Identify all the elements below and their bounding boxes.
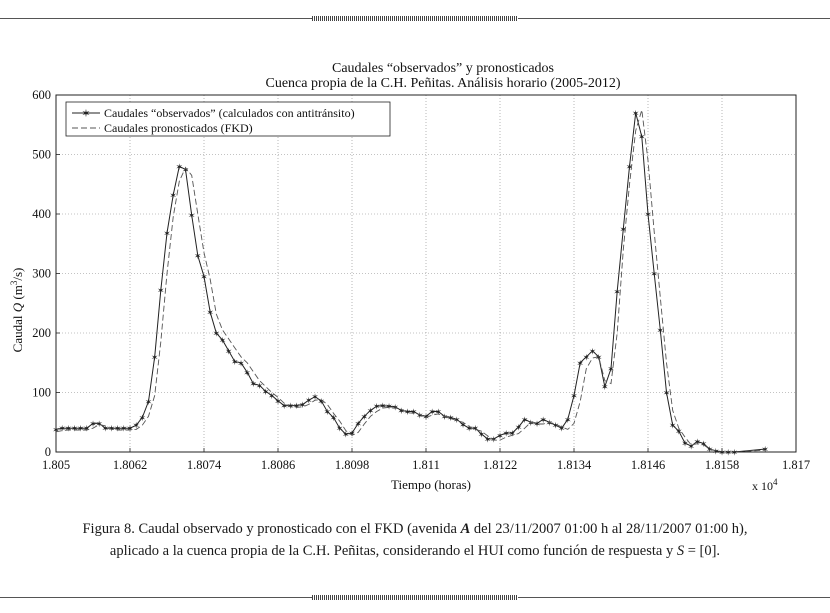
observed-point-marker: ✶	[490, 434, 498, 445]
observed-point-marker: ✶	[101, 423, 110, 434]
y-tick-label: 300	[32, 266, 51, 281]
y-tick-label: 200	[32, 326, 51, 340]
observed-point-marker: ✶	[551, 420, 560, 431]
observed-point-marker: ✶	[298, 399, 307, 410]
observed-point-marker: ✶	[132, 420, 140, 431]
observed-point-marker: ✶	[150, 352, 159, 363]
series-forecast-line	[56, 110, 765, 452]
x-tick-label: 1.811	[412, 458, 440, 472]
observed-point-marker: ✶	[440, 411, 449, 422]
observed-point-marker: ✶	[471, 423, 480, 434]
y-tick-label: 0	[44, 445, 51, 459]
observed-point-marker: ✶	[348, 428, 356, 439]
observed-point-marker: ✶	[446, 412, 455, 423]
observed-point-marker: ✶	[120, 423, 128, 434]
observed-point-marker: ✶	[52, 424, 60, 435]
observed-point-marker: ✶	[95, 418, 103, 429]
observed-point-marker: ✶	[570, 390, 578, 401]
observed-point-marker: ✶	[292, 401, 301, 412]
observed-point-marker: ✶	[397, 405, 406, 416]
observed-point-marker: ✶	[650, 269, 658, 279]
x-tick-label: 1.8122	[482, 458, 518, 472]
observed-point-marker: ✶	[508, 428, 517, 439]
legend	[66, 102, 390, 136]
observed-point-marker: ✶	[465, 423, 473, 434]
y-tick-label: 100	[32, 385, 51, 400]
observed-point-marker: ✶	[138, 412, 147, 423]
y-axis-label-unit-close: /s)	[10, 267, 25, 281]
figure-caption-line-1	[20, 518, 810, 540]
y-axis-label	[9, 268, 25, 353]
y-axis-label-var: Q	[10, 302, 25, 313]
observed-point-marker: ✶	[724, 447, 732, 458]
x-multiplier	[752, 477, 778, 493]
observed-point-marker: ✶	[619, 224, 628, 235]
observed-point-marker: ✶	[459, 420, 467, 431]
observed-point-marker: ✶	[354, 418, 362, 429]
x-axis-label: Tiempo (horas)	[390, 477, 472, 492]
observed-point-marker: ✶	[409, 407, 418, 418]
x-multiplier-exp: 4	[773, 477, 778, 487]
y-axis-label-prefix: Caudal	[10, 312, 25, 353]
x-tick-label: 1.8098	[334, 458, 370, 472]
observed-point-marker: ✶	[502, 428, 510, 439]
observed-point-marker: ✶	[379, 401, 387, 412]
caption-l2-var: S	[676, 543, 685, 559]
observed-point-marker: ✶	[268, 390, 276, 401]
x-tick-label: 1.8062	[112, 458, 148, 472]
chart-subtitle: Cuenca propia de la C.H. Peñitas. Análisis horario (2005-2012)	[265, 76, 621, 91]
observed-point-marker: ✶	[89, 418, 97, 429]
y-axis-label-unit-open: (m	[10, 285, 25, 303]
observed-point-marker: ✶	[656, 325, 665, 336]
top-rule-mark	[312, 16, 518, 21]
observed-point-marker: ✶	[187, 210, 196, 221]
observed-point-marker: ✶	[76, 423, 85, 434]
observed-point-marker: ✶	[305, 395, 313, 406]
legend-marker-observed: ✶	[81, 108, 91, 120]
observed-point-marker: ✶	[681, 438, 689, 449]
observed-point-marker: ✶	[607, 364, 615, 375]
bottom-rule-mark	[312, 595, 518, 600]
observed-point-marker: ✶	[169, 190, 177, 201]
observed-point-marker: ✶	[144, 396, 153, 407]
legend-label-forecast: Caudales pronosticados (FKD)	[104, 121, 253, 135]
observed-point-marker: ✶	[224, 346, 233, 357]
observed-point-marker: ✶	[625, 161, 634, 172]
caption-l1-post: del 23/11/2007 01:00 h al 28/11/2007 01:00 h),	[470, 521, 748, 537]
observed-point-marker: ✶	[157, 285, 165, 296]
observed-point-marker: ✶	[403, 407, 412, 418]
observed-point-marker: ✶	[83, 423, 91, 434]
observed-point-marker: ✶	[243, 367, 251, 378]
observed-point-marker: ✶	[687, 441, 695, 452]
observed-point-marker: ✶	[730, 447, 739, 458]
observed-point-marker: ✶	[329, 412, 338, 423]
y-tick-label: 600	[32, 88, 51, 102]
x-tick-label: 1.8074	[186, 458, 222, 472]
observed-point-marker: ✶	[644, 209, 652, 220]
caption-l2-post: = [0].	[684, 543, 721, 559]
caption-l1-bold: A	[460, 521, 471, 537]
observed-point-marker: ✶	[520, 414, 529, 425]
observed-point-marker: ✶	[200, 271, 208, 282]
y-axis-label-unit-exp: 3	[9, 280, 19, 286]
observed-point-marker: ✶	[255, 380, 264, 391]
chart-series	[52, 108, 769, 457]
observed-point-marker: ✶	[718, 447, 726, 458]
legend-label-observed: Caudales “observados” (calculados con antitránsito)	[104, 106, 355, 120]
observed-point-marker: ✶	[261, 386, 270, 397]
observed-point-marker: ✶	[416, 410, 424, 421]
observed-point-marker: ✶	[613, 286, 621, 297]
observed-point-marker: ✶	[372, 401, 381, 412]
x-tick-label: 1.805	[41, 458, 71, 472]
observed-point-marker: ✶	[496, 430, 504, 441]
observed-point-marker: ✶	[533, 418, 541, 429]
observed-point-marker: ✶	[453, 414, 461, 425]
observed-point-marker: ✶	[576, 358, 584, 369]
observed-point-marker: ✶	[699, 439, 708, 450]
observed-point-marker: ✶	[705, 444, 714, 455]
observed-point-marker: ✶	[311, 392, 319, 403]
observed-point-marker: ✶	[70, 423, 79, 434]
observed-point-marker: ✶	[274, 396, 282, 407]
observed-point-marker: ✶	[514, 422, 523, 433]
caption-l1-pre: Figura 8. Caudal observado y pronosticado con el FKD (avenida	[82, 521, 461, 537]
observed-point-marker: ✶	[662, 388, 671, 398]
observed-point-marker: ✶	[212, 328, 221, 339]
observed-point-marker: ✶	[323, 407, 332, 418]
x-tick-label: 1.8158	[704, 458, 740, 472]
observed-point-marker: ✶	[422, 411, 430, 422]
observed-point-marker: ✶	[206, 307, 214, 318]
observed-point-marker: ✶	[113, 423, 122, 434]
observed-point-marker: ✶	[601, 382, 609, 393]
observed-point-marker: ✶	[317, 396, 325, 407]
observed-point-marker: ✶	[194, 251, 202, 262]
observed-point-marker: ✶	[391, 402, 399, 413]
chart-title: Caudales “observados” y pronosticados	[332, 61, 554, 76]
observed-point-marker: ✶	[280, 401, 288, 412]
observed-point-marker: ✶	[366, 405, 375, 416]
observed-point-marker: ✶	[539, 414, 547, 425]
observed-point-marker: ✶	[249, 379, 258, 390]
observed-point-marker: ✶	[163, 228, 171, 239]
observed-point-marker: ✶	[588, 346, 597, 357]
x-tick-label: 1.8086	[260, 458, 296, 472]
observed-point-marker: ✶	[360, 411, 369, 422]
x-tick-label: 1.817	[781, 458, 811, 472]
observed-point-marker: ✶	[693, 436, 702, 447]
observed-point-marker: ✶	[286, 401, 295, 412]
observed-point-marker: ✶	[582, 352, 591, 363]
observed-point-marker: ✶	[527, 417, 535, 428]
y-tick-label: 500	[32, 147, 51, 162]
caption-l2-pre: aplicado a la cuenca propia de la C.H. Peñitas, considerando el HUI como función de respuesta y	[109, 543, 677, 559]
observed-point-marker: ✶	[668, 420, 677, 431]
observed-point-marker: ✶	[218, 335, 227, 346]
x-tick-label: 1.8146	[630, 458, 666, 472]
observed-point-marker: ✶	[107, 423, 116, 434]
observed-point-marker: ✶	[638, 132, 646, 143]
observed-point-marker: ✶	[477, 429, 486, 440]
chart	[0, 40, 830, 510]
observed-point-marker: ✶	[175, 161, 184, 172]
observed-point-marker: ✶	[434, 407, 443, 418]
observed-point-marker: ✶	[761, 444, 769, 455]
observed-point-marker: ✶	[594, 352, 603, 363]
observed-point-marker: ✶	[342, 429, 350, 440]
observed-point-marker: ✶	[335, 423, 344, 434]
x-tick-label: 1.8134	[556, 458, 592, 472]
observed-point-marker: ✶	[428, 407, 436, 418]
observed-point-marker: ✶	[631, 108, 640, 119]
observed-point-marker: ✶	[231, 357, 239, 368]
observed-point-marker: ✶	[675, 426, 683, 437]
observed-point-marker: ✶	[564, 414, 572, 425]
observed-point-marker: ✶	[64, 423, 73, 434]
observed-point-marker: ✶	[483, 434, 492, 445]
observed-point-marker: ✶	[181, 164, 190, 175]
observed-point-marker: ✶	[58, 423, 66, 434]
observed-point-marker: ✶	[126, 423, 134, 434]
observed-point-marker: ✶	[237, 358, 245, 369]
observed-point-marker: ✶	[385, 401, 393, 412]
observed-point-marker: ✶	[545, 417, 554, 428]
x-multiplier-text: x 10	[752, 479, 773, 493]
y-tick-label: 400	[32, 207, 51, 221]
figure-caption-line-2	[20, 540, 810, 562]
observed-point-marker: ✶	[712, 446, 720, 457]
observed-point-marker: ✶	[557, 423, 566, 434]
